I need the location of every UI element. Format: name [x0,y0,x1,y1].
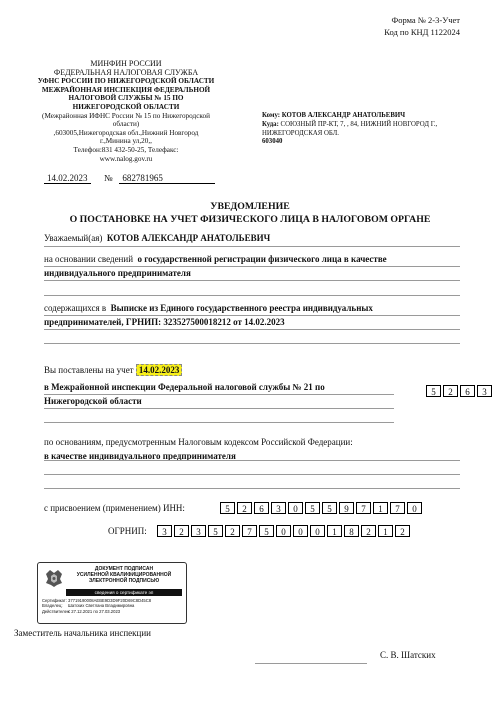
divider [44,266,460,267]
authority-line2: Нижегородской области [44,395,142,406]
source-value-line1: Выписке из Единого государственного реестра индивидуальных [110,303,373,313]
issuer-short-name-line2: области) [112,120,140,129]
ogrnip-digit: 1 [327,525,342,537]
issuer-department: УФНС РОССИИ ПО НИЖЕГОРОДСКОЙ ОБЛАСТИ [37,77,215,86]
inn-digit: 1 [373,502,388,514]
inn-digit: 2 [237,502,252,514]
title-line2: О ПОСТАНОВКЕ НА УЧЕТ ФИЗИЧЕСКОГО ЛИЦА В НАЛОГОВОМ ОРГАНЕ [69,214,431,225]
inn-digit: 5 [322,502,337,514]
source-label: содержащихся в [44,303,107,313]
ogrnip-digit: 5 [259,525,274,537]
code-digit: 2 [443,385,458,397]
document-date-number [44,173,244,184]
certificate-info [42,598,151,614]
issuer-address-line1: ,603005,Нижегородская обл.,Нижний Новгород [53,128,199,137]
inn-digit: 6 [254,502,269,514]
recipient-address: СОЮЗНЫЙ ПР-КТ, 7, , 84, НИЖНИЙ НОВГОРОД Г., НИЖЕГОРОДСКАЯ ОБЛ. [262,120,438,137]
divider [44,315,460,316]
signer-position: Заместитель начальника инспекции [14,628,151,638]
recipient-where-label: Куда: [262,120,279,128]
divider [44,246,460,247]
recipient-name: КОТОВ АЛЕКСАНДР АНАТОЛЬЕВИЧ [281,112,406,119]
document-title [0,200,500,226]
divider [44,295,460,296]
owner-label: Владелец: [42,603,63,609]
e-signature-stamp [37,562,187,624]
ogrnip-digit: 0 [310,525,325,537]
issuer-inspection-line3: НИЖЕГОРОДСКОЙ ОБЛАСТИ [72,102,180,111]
ogrnip-digit: 5 [208,525,223,537]
document-number: 682781965 [119,173,215,184]
basis-label: на основании сведений [44,254,134,264]
owner-value: Шатских Светлана Владимировна [68,603,135,609]
inn-digit: 5 [220,502,235,514]
inn-label: с присвоением (применением) ИНН: [44,503,185,513]
signer-name: С. В. Шатских [380,650,436,660]
title-line1: УВЕДОМЛЕНИЕ [210,201,290,212]
ogrnip-digit: 2 [225,525,240,537]
ogrnip-digit: 3 [157,525,172,537]
recipient-block [262,112,467,147]
ogrnip-digit: 0 [293,525,308,537]
divider [44,460,460,461]
registration-label: Вы поставлены на учет [44,365,134,375]
issuer-short-name-line1: (Межрайонная ИФНС России № 15 по Нижегородской [42,111,210,120]
stamp-line3: ЭЛЕКТРОННОЙ ПОДПИСЬЮ [88,578,160,584]
ogrnip-digit: 1 [378,525,393,537]
grounds-block [44,436,464,463]
code-digit: 6 [460,385,475,397]
divider [44,474,460,475]
inn-digit: 5 [305,502,320,514]
issuer-phone: Телефон:831 432-50-25, Телефакс: [73,145,179,154]
signature-line [255,663,367,664]
cert-label: Сертификат: [42,598,67,603]
coat-of-arms-icon [43,567,65,589]
ogrnip-label: ОГРНИП: [108,526,147,536]
issuer-address-line2: г.,Минина ул,20,, [100,137,152,146]
divider [44,422,394,423]
code-digit: 3 [477,385,492,397]
inn-digit: 0 [288,502,303,514]
authority-code-boxes [424,385,492,397]
grounds-label: по основаниям, предусмотренным Налоговым кодексом Российской Федерации: [44,437,353,447]
inn-digit: 0 [407,502,422,514]
recipient-to-label: Кому: [262,112,281,119]
issuer-block [26,60,226,163]
divider [44,343,460,344]
inn-boxes [218,502,422,514]
ogrnip-digit: 7 [242,525,257,537]
form-number: Форма № 2-3-Учет [391,15,460,25]
divider [44,488,460,489]
inn-digit: 9 [339,502,354,514]
cert-value: 37719190008AEBE9D3D9F20D69C8D45C8 [68,598,152,603]
ogrnip-digit: 8 [344,525,359,537]
divider [44,329,460,330]
greeting-label: Уважаемый(ая) [44,233,103,243]
ogrnip-digit: 0 [276,525,291,537]
inn-digit: 7 [390,502,405,514]
grounds-value: в качестве индивидуального предпринимателя [44,450,236,461]
ogrnip-boxes [155,525,410,537]
ogrnip-digit: 2 [395,525,410,537]
code-digit: 5 [426,385,441,397]
greeting-name: КОТОВ АЛЕКСАНДР АНАТОЛЬЕВИЧ [106,233,271,243]
valid-label: Действителен: [42,608,71,614]
registration-date: 14.02.2023 [136,364,183,376]
source-value-line2: предпринимателей, ГРНИП: 323527500018212 от 14.02.2023 [44,316,285,327]
recipient-postcode: 603040 [262,138,283,146]
number-sign: № [104,173,113,183]
ogrnip-digit: 2 [174,525,189,537]
stamp-line1: ДОКУМЕНТ ПОДПИСАН [94,566,154,572]
issuer-website: www.nalog.gov.ru [99,154,153,163]
divider [44,408,394,409]
basis-value-line2: индивидуального предпринимателя [44,267,191,278]
issuer-inspection-line1: МЕЖРАЙОННАЯ ИНСПЕКЦИЯ ФЕДЕРАЛЬНОЙ [41,85,211,94]
basis-value-line1: о государственной регистрации физического лица в качестве [137,254,387,264]
stamp-bar: сведения о сертификате эп [66,589,182,596]
document-date: 14.02.2023 [44,173,91,184]
divider [44,394,394,395]
registration-line [44,364,182,378]
issuer-ministry: МИНФИН РОССИИ [90,59,162,68]
inn-digit: 7 [356,502,371,514]
ogrnip-digit: 2 [361,525,376,537]
ogrnip-digit: 3 [191,525,206,537]
issuer-service: ФЕДЕРАЛЬНАЯ НАЛОГОВАЯ СЛУЖБА [53,67,199,77]
inn-digit: 3 [271,502,286,514]
greeting [44,232,270,246]
stamp-line2: УСИЛЕННОЙ КВАЛИФИЦИРОВАННОЙ [76,572,172,578]
divider [44,280,460,281]
form-code [384,14,460,38]
knd-code: Код по КНД 1122024 [384,27,460,37]
issuer-inspection-line2: НАЛОГОВОЙ СЛУЖБЫ № 15 ПО [68,94,184,103]
valid-value: с 27.12.2021 по 27.03.2023 [68,608,121,614]
stamp-header [66,566,182,584]
authority-line1: в Межрайонной инспекции Федеральной налоговой службы № 21 по [44,382,325,392]
